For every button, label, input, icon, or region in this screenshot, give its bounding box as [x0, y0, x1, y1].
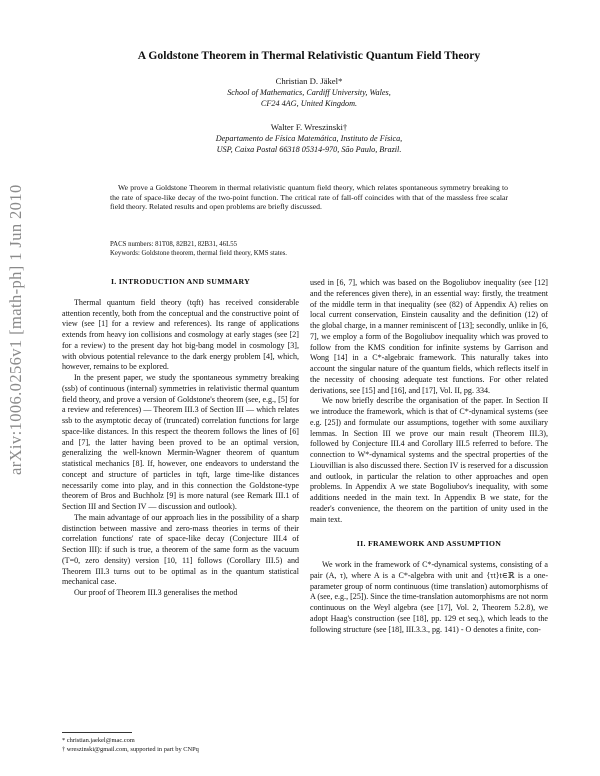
- paragraph: We now briefly describe the organisation of the paper. In Section II we introduce the framework, which is that of C*-dynamical systems (see e.g. [25]) and formulate our assumptions, together with some auxiliary lemmas. In Section III we prove our main result (Theorem III.3), followed by Conjecture III.4 and Corollary III.5 referred to before. The connection to W*-dynamical systems and the spectral properties of the Liouvillian is also discussed there. Section IV is reserved for a discussion and outlook, in particular the relation to other approaches and open problems. In Appendix A we state Bogoliubov's inequality, with some additions needed in the main text. In Appendix B we state, for the reader's convenience, the theorem on the partition of unity used in the main text.: [310, 396, 548, 524]
- paragraph: In the present paper, we study the spontaneous symmetry breaking (ssb) of continuous (internal) symmetries in relativistic thermal quantum field theory, and prove a version of Goldstone's theorem (see, e.g., [5] for a review and references) — Theorem III.3 of Section III — which relates ssb to the asymptotic decay of (truncated) correlation functions for large space-like distances. In this respect the theorem follows the lines of [6] and [7], the latter having been proved to be an optimal version, generalizing the well-known Mermin-Wagner theorem of quantum statistical mechanics [8]. If, however, one endeavors to understand the concept and structure of particles in tqft, large time-like distances necessarily come into play, and in this connection the Goldstone-type theorem of Bros and Buchholz [9] is more natural (see Remark III.1 of Section III and Section IV — discussion and outlook).: [62, 373, 299, 511]
- pacs-numbers: PACS numbers: 81T08, 82B21, 82B31, 46L55: [110, 241, 238, 248]
- footnote-email-wreszinski: † wreszinski@gmail.com, supported in part by CNPq: [62, 746, 199, 753]
- paragraph: We work in the framework of C*-dynamical systems, consisting of a pair (A, τ), where A is a C*-algebra with unit and {τt}t∈ℝ is a one-parameter group of norm continuous (time translation) automorphisms of A (see, e.g., [25]). Since the time-translation automorphisms are not norm continuous on the Weyl algebra (see [17], Vol. 2, Theorem 5.2.8), we adopt Haag's construction (see [18], pp. 129 et seq.), which leads to the following structure (see [18], III.3.3., pg. 141) - O denotes a finite, con-: [310, 560, 548, 634]
- affiliation-cardiff: [64, 88, 554, 109]
- affiliation-cardiff-line1: School of Mathematics, Cardiff University, Wales,: [227, 88, 391, 97]
- paper-title: A Goldstone Theorem in Thermal Relativistic Quantum Field Theory: [137, 49, 481, 62]
- section-heading-introduction: I. INTRODUCTION AND SUMMARY: [110, 277, 251, 286]
- paragraph: Our proof of Theorem III.3 generalises the method: [74, 588, 238, 597]
- paragraph: used in [6, 7], which was based on the Bogoliubov inequality (see [12] and the references given there), in an essential way: firstly, the treatment of the middle term in that inequality (see (82) of Appendix A) relies on local current conservation, Einstein causality and the definition (12) of the global charge, in a manner reminiscent of [13]; secondly, unlike in [6, 7], we employ a form of the Bogoliubov inequality which was proved to follow from the KMS condition for infinite systems by Garrison and Wong [14] in a C*-algebraic framework. This naturally takes into account the singular nature of the quantum fields, which reflects itself in the necessity of choosing adequate test functions. For other related derivations, see [15] and [16], and [17], Vol. II, pg. 334.: [310, 278, 548, 395]
- affiliation-usp: [64, 134, 554, 155]
- section-heading-framework: II. FRAMEWORK AND ASSUMPTION: [356, 539, 502, 549]
- left-column: [62, 277, 299, 599]
- arxiv-identifier: arXiv:1006.0256v1 [math-ph] 1 Jun 2010: [6, 184, 25, 475]
- keywords: Keywords: Goldstone theorem, thermal field theory, KMS states.: [110, 250, 287, 257]
- author-jakel: Christian D. Jäkel*: [275, 76, 343, 86]
- footnote-divider: [62, 732, 132, 733]
- paragraph: Thermal quantum field theory (tqft) has received considerable attention recently, both from the conceptual and the constructive point of view (see [1] for a review and references). Its range of applications extends from heavy ion collisions and cosmology at early stages (see [2] for a review) to the present day hot big-bang model in cosmology [3], with obvious potential relevance to the dark energy problem [4], which, however, remains to be explored.: [62, 297, 299, 372]
- footnote-email-jakel: * christian.jaekel@mac.com: [62, 737, 135, 744]
- affiliation-cardiff-line2: CF24 4AG, United Kingdom.: [260, 98, 358, 108]
- affiliation-usp-line2: USP, Caixa Postal 66318 05314-970, São Paulo, Brazil.: [216, 144, 402, 154]
- author-wreszinski: Walter F. Wreszinski†: [270, 122, 348, 132]
- paragraph: The main advantage of our approach lies in the possibility of a sharp distinction between massive and zero-mass theories in terms of their correlation functions' rate of space-like decay (Conjecture III.4 of Section III): if such is true, a theorem of the same form as the vacuum (T=0, zero density) version [10, 11] follows (Corollary III.5) and Theorem III.3 turns out to be optimal as in the quantum statistical mechanical case.: [62, 512, 299, 587]
- affiliation-usp-line1: Departamento de Física Matemática, Instituto de Física,: [215, 134, 403, 143]
- right-column: [310, 278, 548, 635]
- abstract: We prove a Goldstone Theorem in thermal relativistic quantum field theory, which relates spontaneous symmetry breaking to the rate of space-like decay of the two-point function. The critical rate of fall-off coincides with that of the massless free scalar field theory. Related results and open problems are briefly discussed.: [110, 183, 508, 212]
